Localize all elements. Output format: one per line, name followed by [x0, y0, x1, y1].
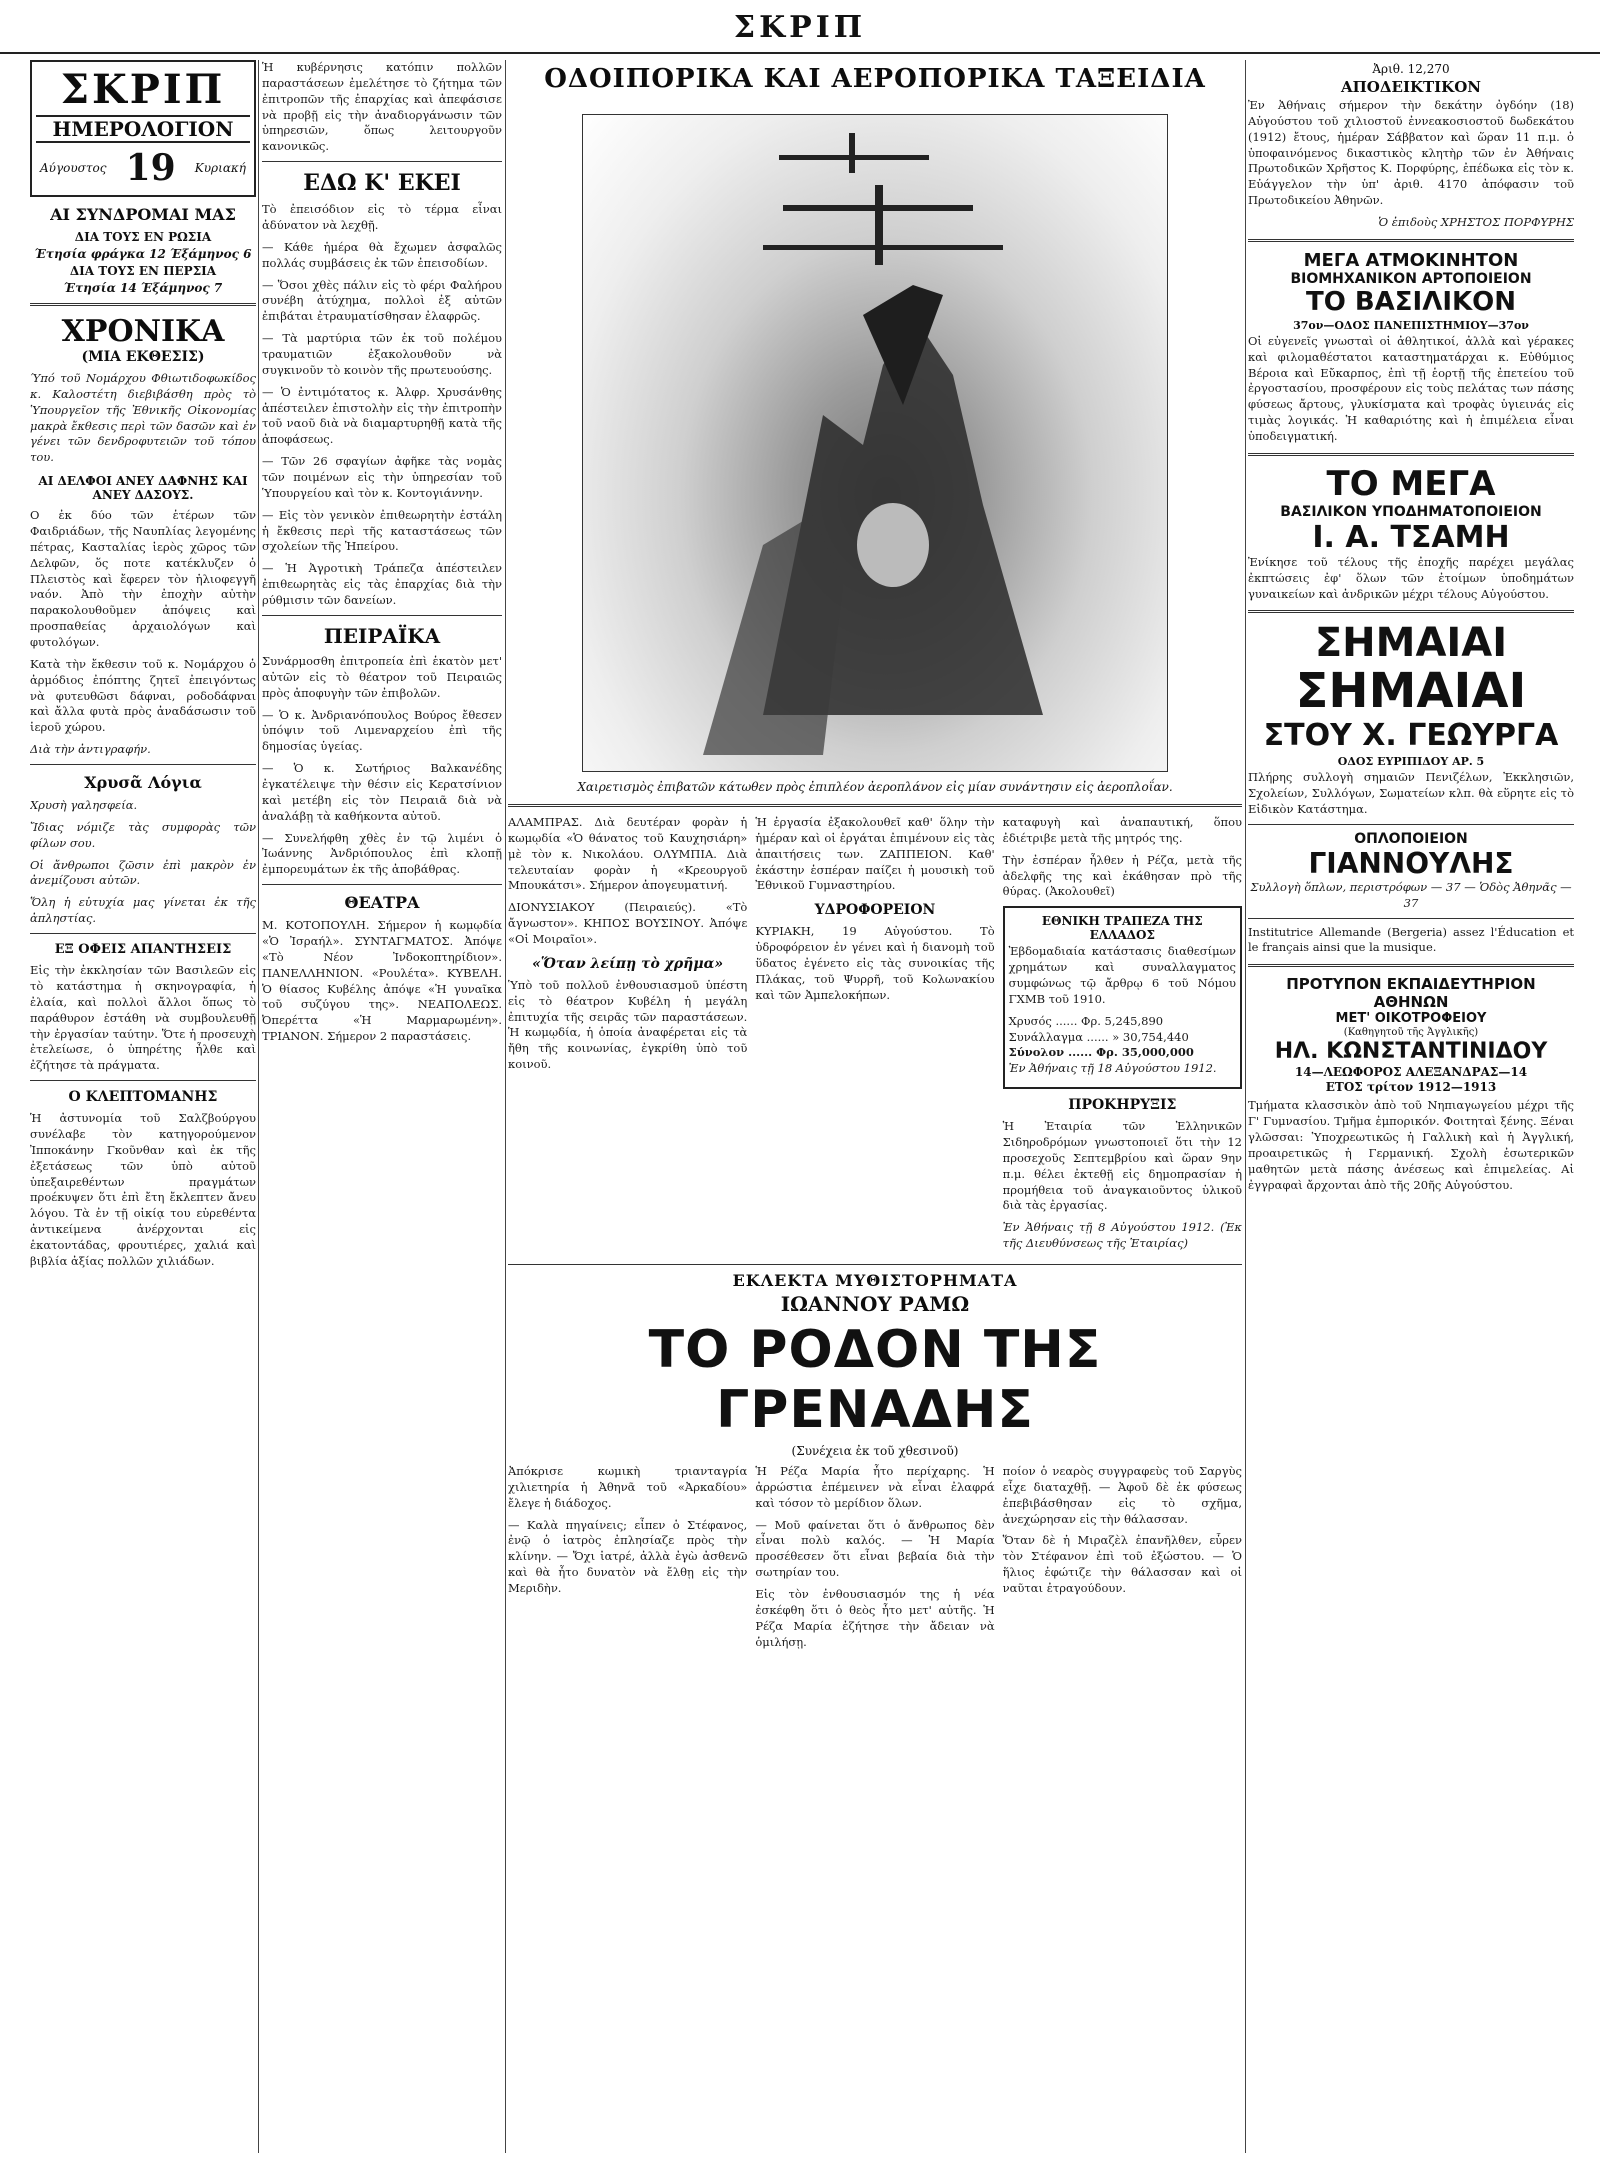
- decree-title: ΑΠΟΔΕΙΚΤΙΚΟΝ: [1341, 78, 1481, 96]
- article-paragraph: Ἡ Ρέζα Μαρία ἦτο περίχαρης. Ἡ ἀρρώστια ἐπέμεινεν νὰ εἶναι ἐλαφρά καὶ τόσον τὸ μερίδιον ὅλων.: [755, 1464, 995, 1510]
- calendar-box: [30, 60, 256, 197]
- bank-date: Ἐν Ἀθήναις τῇ 18 Αὐγούστου 1912.: [1008, 1061, 1217, 1076]
- article-paragraph: — Καλὰ πηγαίνεις; εἶπεν ὁ Στέφανος, ἐνῷ ὁ ἰατρὸς ἐπλησίαζε πρὸς τὴν κλίνην. — Ὄχι ἰατρέ, ἀλλὰ ἐγὼ ἀσθενῶ καὶ θὰ ἦτο δυνατὸν νὰ ἔλθῃ εἰς τὴν Μεριδὴν.: [508, 1517, 748, 1596]
- school-name: ΗΛ. ΚΩΝΣΤΑΝΤΙΝΙΔΟΥ: [1274, 1039, 1548, 1065]
- flags-text: Πλήρης συλλογὴ σημαιῶν Πενιζέλων, Ἐκκλησιῶν, Σχολείων, Συλλόγων, Σωματείων κλπ. θὰ εὕρητε εἰς τὸ Εἰδικὸν Κατάστημα.: [1248, 770, 1574, 816]
- logo: ΣΚΡΙΠ: [60, 66, 226, 113]
- announcement-title: ΠΡΟΚΗΡΥΞΙΣ: [1068, 1097, 1177, 1114]
- news-item: — Ὁ κ. Ἀνδριανόπουλος Βούρος ἔθεσεν ὑπόψιν τοῦ Λιμεναρχείου ἐπὶ τῆς δημοσίας ὑγείας.: [262, 707, 502, 754]
- subcolumn: [1003, 815, 1242, 1258]
- aviation-photo: [582, 114, 1168, 772]
- divider: [508, 1264, 1242, 1265]
- divider: [1248, 610, 1574, 613]
- divider: [508, 804, 1242, 807]
- otan-title: «Ὅταν λείπῃ τὸ χρῆμα»: [532, 955, 724, 972]
- news-item: — Ὁ ἐντιμότατος κ. Ἀλφρ. Χρυσάνθης ἀπέστειλεν ἐπιστολὴν εἰς τὴν ἐπιτροπὴν τοῦ ναοῦ διὰ νὰ διαμαρτυρηθῇ κατὰ τῆς ἀποφάσεως.: [262, 384, 502, 447]
- article-paragraph: καταφυγὴ καὶ ἀναπαυτική, ὅπου ἐδιέτριβε μετὰ τῆς μητρός της.: [1002, 815, 1242, 845]
- news-item: Τὸ ἐπεισόδιον εἰς τὸ τέρμα εἶναι ἀδύνατον νὰ λεχθῇ.: [262, 202, 502, 233]
- decree-signature: Ὁ ἐπιδοὺς ΧΡΗΣΤΟΣ ΠΟΡΦΥΡΗΣ: [1378, 215, 1574, 230]
- article-paragraph: ΔΙΟΝΥΣΙΑΚΟΥ (Πειραιεύς). «Τὸ ἄγνωστον». ΚΗΠΟΣ ΒΟΥΣΙΝΟΥ. Ἀπόψε «Οἱ Μοιραῖοι».: [508, 900, 748, 947]
- divider: [262, 884, 502, 885]
- news-item: — Τῶν 26 σφαγίων ἀφῆκε τὰς νομὰς τῶν ποιμένων εἰς τὴν ὑπηρεσίαν τοῦ Ὑπουργείου καὶ τὸν κ. Κοντογιάννην.: [262, 454, 502, 500]
- school-title: ΠΡΟΤΥΠΟΝ ΕΚΠΑΙΔΕΥΤΗΡΙΟΝ ΑΘΗΝΩΝ: [1286, 975, 1536, 1012]
- subcolumn: [508, 815, 747, 1258]
- gunsmith-title: ΟΠΛΟΠΟΙΕΙΟΝ: [1354, 830, 1468, 847]
- shoe-text: Ἐνίκησε τοῦ τέλους τῆς ἐποχῆς παρέχει μεγάλας ἐκπτώσεις ἐφ' ὅλων τῶν ἐτοίμων ὑποδημάτων γυναικείων καὶ ἀνδρικῶν μέχρι τέλους Αὐγούστου.: [1248, 554, 1574, 601]
- saying: Οἱ ἄνθρωποι ζῶσιν ἐπὶ μακρὸν ἐν ἀνεμίζουσι αὐτῶν.: [30, 857, 256, 888]
- calendar-weekday: Κυριακή: [194, 161, 246, 175]
- column-divider: [258, 60, 259, 2153]
- divider: [1248, 964, 1574, 967]
- flags-shop-name: ΣΤΟΥ Χ. ΓΕΩΥΡΓΑ: [1263, 718, 1559, 754]
- column-1: [30, 60, 256, 2153]
- bakery-address: 37ον—ΟΔΟΣ ΠΑΝΕΠΙΣΤΗΜΙΟΥ—37ον: [1293, 318, 1529, 332]
- hydro-title: ΥΔΡΟΦΟΡΕΙΟΝ: [814, 902, 936, 919]
- serial-continuation: (Συνέχεια ἐκ τοῦ χθεσινοῦ): [791, 1444, 959, 1459]
- serial-author: ΙΩΑΝΝΟΥ ΡΑΜΩ: [780, 1292, 970, 1317]
- institutrice-text: Institutrice Allemande (Bergeria) assez l'Éducation et le français ainsi que la musique.: [1248, 924, 1574, 955]
- divider: [1248, 239, 1574, 242]
- subcolumn: [508, 1464, 747, 1656]
- edo-ekei-title: ΕΔΩ Κ' ΕΚΕΙ: [303, 170, 461, 197]
- bakery-text: Οἱ εὐγενεῖς γνωσταὶ οἱ ἀθλητικοί, ἀλλὰ καὶ γέρακες καὶ φιλομαθέστατοι καταστηματάρχαι κ. Εὐθύμιος Βέροια καὶ Εὔκαρπος, ἐπὶ τῇ ἑορτῇ τῆς ἐπετείου τοῦ ἐργοστασίου, προσφέρουν εἰς τοὺς πελάτας των πάσης φύσεως ἄρτους, γλυκίσματα καὶ τροφὰς ὑγιεινάς εἰς τιμὰς λογικάς. Ἡ καθαριότης καὶ ἡ ἐπιμέλεια εἶναι ὑποδειγματική.: [1248, 333, 1574, 444]
- article-paragraph: ποίον ὁ νεαρὸς συγγραφεὺς τοῦ Σαργὺς εἶχε διαταχθῇ. — Ἀφοῦ δὲ ἐκ φύσεως ἐπεβιβάσθησαν εἰς τὸ σχῆμα, ἀνεχώρησαν εἰς τὴν θάλασσαν.: [1002, 1464, 1242, 1526]
- news-item: — Ἡ Ἀγροτικὴ Τράπεζα ἀπέστειλεν ἐπιθεωρητὰς εἰς τὰς ἐπαρχίας διὰ τὴν ρύθμισιν τῶν δανείων.: [262, 561, 502, 608]
- divider: [1248, 918, 1574, 919]
- article-paragraph: Διὰ τὴν ἀντιγραφήν.: [30, 742, 151, 757]
- school-address: 14—ΛΕΩΦΟΡΟΣ ΑΛΕΞΑΝΔΡΑΣ—14: [1294, 1065, 1528, 1080]
- article-paragraph: ΑΛΑΜΠΡΑΣ. Διὰ δευτέραν φορὰν ἡ κωμῳδία «Ὁ θάνατος τοῦ Καυχησιάρη» μὲ τὸν κ. Νικολάου. ΟΛΥΜΠΙΑ. Διὰ τελευταίαν φορὰν ἡ «Κρεουργοῦ Μπουκάτσι». Σήμερον ἀπογευματινή.: [508, 815, 748, 893]
- page-header: [0, 8, 1600, 54]
- bank-text: Ἐβδομαδιαία κατάστασις διαθεσίμων χρημάτων καὶ συναλλαγματος συμφώνως τῷ ἄρθρῳ 6 τοῦ Νόμου ΓΧΜΒ τοῦ 1910.: [1008, 944, 1236, 1006]
- article-paragraph: Ὅταν δὲ ἡ Μιραζὲλ ἐπανῆλθεν, εὗρεν τὸν Στέφανον ἐπὶ τοῦ ἐξώστου. — Ὁ ἥλιος ἐφώτιζε τὴν θάλασσαν καὶ οἱ ναῦται ἐτραγούδουν.: [1002, 1533, 1242, 1596]
- flags-title-large: ΣΗΜΑΙΑΙ: [1295, 663, 1527, 720]
- divider: [262, 615, 502, 616]
- serial-text-grid: [508, 1464, 1242, 1656]
- bank-figure: Συνάλλαγμα ...... » 30,754,440: [1008, 1029, 1189, 1044]
- travel-feature-title: ΟΔΟΙΠΟΡΙΚΑ ΚΑΙ ΑΕΡΟΠΟΡΙΚΑ ΤΑΞΕΙΔΙΑ: [544, 64, 1206, 94]
- article-paragraph: Ἡ κυβέρνησις κατόπιν πολλῶν παραστάσεων ἐμελέτησε τὸ ζήτημα τῶν ἐπιτροπῶν τῆς ἐπαρχίας καὶ ἀπεφάσισε νὰ προβῇ εἰς τὴν ἀναδιοργάνωσιν τῶν ὑπηρεσιῶν, ὅπως λειτουργοῦν κανονικῶς.: [262, 60, 502, 154]
- gunsmith-name: ΓΙΑΝΝΟΥΛΗΣ: [1308, 846, 1514, 880]
- divider: [262, 161, 502, 162]
- divider: [30, 933, 256, 934]
- article-paragraph: Κατὰ τὴν ἔκθεσιν τοῦ κ. Νομάρχου ὁ ἀρμόδιος ἐπόπτης ζητεῖ ἐπειγόντως νὰ φυτευθῶσι δάφναι, ροδοδάφναι καὶ ἄλλα φυτὰ πρὸς ἀναδάσωσιν τοῦ ἱεροῦ χώρου.: [30, 656, 256, 735]
- chronika-subtitle: (ΜΙΑ ΕΚΘΕΣΙΣ): [81, 349, 205, 365]
- answers-title: ΕΞ ΟΦΕΙΣ ΑΠΑΝΤΗΣΕΙΣ: [54, 942, 232, 958]
- flags-address: ΟΔΟΣ ΕΥΡΙΠΙΔΟΥ ΑΡ. 5: [1337, 755, 1485, 769]
- news-item: — Εἰς τὸν γενικὸν ἐπιθεωρητὴν ἐστάλη ἡ ἔκθεσις περὶ τῆς καταστάσεως τῶν σχολείων τῆς Ἠπείρου.: [262, 507, 502, 554]
- subcolumn: [1003, 1464, 1242, 1656]
- divider: [30, 1080, 256, 1081]
- article-paragraph: Ὑπὸ τοῦ πολλοῦ ἐνθουσιασμοῦ ὑπέστη εἰς τὸ θέατρον Κυβέλη ἡ μεγάλη ἐπιτυχία τῆς σειρᾶς τῶν παραστάσεων. Ἡ κωμῳδία, ἡ ὁποία ἀναφέρεται εἰς τὰ ἤθη τῆς κοινωνίας, ἐγκρίθη ὑπὸ τοῦ κοινοῦ.: [508, 977, 748, 1072]
- calendar-day: 19: [125, 147, 176, 189]
- article-paragraph: ΚΥΡΙΑΚΗ, 19 Αὐγούστου. Τὸ ὑδροφόρειον ἐν γένει καὶ ἡ διανομὴ τοῦ ὕδατος ἐγένετο εἰς τὰς συνοικίας τῆς Πλάκας, τοῦ Ψυρρῆ, τοῦ Κολωνακίου καὶ τῶν Ἀμπελοκήπων.: [755, 924, 995, 1002]
- serial-title: ΤΟ ΡΟΔΟΝ ΤΗΣ ΓΡΕΝΑΔΗΣ: [648, 1320, 1102, 1441]
- subscriptions-line: ΔΙΑ ΤΟΥΣ ΕΝ ΠΕΡΣΙΑ: [69, 264, 217, 278]
- saying: Ὅλη ἡ εὐτυχία μας γίνεται ἐκ τῆς ἀπληστίας.: [30, 895, 256, 926]
- column-divider: [1245, 60, 1246, 2153]
- gunsmith-text: Συλλογὴ ὅπλων, περιστρόφων — 37 — Ὁδὸς Ἀθηνᾶς — 37: [1250, 879, 1572, 910]
- school-year: ΕΤΟΣ τρίτον 1912—1913: [1325, 1080, 1497, 1095]
- masthead-title: ΣΚΡΙΠ: [733, 10, 867, 45]
- article-paragraph: Ἡ ἐργασία ἐξακολουθεῖ καθ' ὅλην τὴν ἡμέραν καὶ οἱ ἐργάται ἐπιμένουν εἰς τὰς ἀπαιτήσεις των. ΖΑΠΠΕΙΟΝ. Καθ' ἑκάστην ἑσπέραν παίζει ἡ μουσικὴ τοῦ Ἐθνικοῦ Γυμναστηρίου.: [755, 815, 995, 893]
- decree-text: Ἐν Ἀθήναις σήμερον τὴν δεκάτην ὀγδόην (18) Αὐγούστου τοῦ χιλιοστοῦ ἐννεακοσιοστοῦ δωδεκάτου (1912) ἔτους, ἡμέραν Σάββατον καὶ ὥραν 11 π.μ. ὁ ὑποφαινόμενος δικαστικὸς κλητὴρ τῶν ἐν Ἀθήναις Πρωτοδικῶν Χρῆστος Κ. Πορφύρης, ἐπέδωκα εἰς τὸν κ. Εὐάγγελον τὴν ὑπ' ἀριθ. 4170 ἀπόφασιν τοῦ Πρωτοδικείου Ἀθηνῶν.: [1248, 98, 1574, 208]
- serial-banner: ΕΚΛΕΚΤΑ ΜΥΘΙΣΤΟΡΗΜΑΤΑ: [732, 1271, 1018, 1291]
- news-item: — Συνελήφθη χθὲς ἐν τῷ λιμένι ὁ Ἰωάννης Ἀνδριόπουλος ἐπὶ κλοπῇ ἐμπορευμάτων ἐκ τῆς ἀποβάθρας.: [262, 830, 502, 877]
- bank-notice: [1003, 906, 1242, 1089]
- subscriptions-line: Έτησία 14 Έξάμηνος 7: [63, 281, 223, 295]
- article-paragraph: Ύπό τοῦ Νομάρχου Φθιωτιδοφωκίδος κ. Καλοστέτη διεβιβάσθη πρὸς τὸ Ὑπουργεῖον τῆς Ἐθνικῆς Οἰκονομίας μακρὰ ἔκθεσις περὶ τῶν δασῶν καὶ ἐν γένει τῶν δενδροφυτειῶν τοῦ τόπου του.: [30, 371, 256, 465]
- news-item: — Ὅσοι χθὲς πάλιν εἰς τὸ φέρι Φαλήρου συνέβη ἀτύχημα, πολλοὶ ἐξ αὐτῶν ἐπιβάται ἐτραυματίσθησαν ἐλαφρῶς.: [262, 277, 502, 324]
- subscriptions-line: ΔΙΑ ΤΟΥΣ ΕΝ ΡΩΣΙΑ: [74, 230, 212, 244]
- subcolumn: [755, 815, 994, 1258]
- kleptomaniac-title: Ο ΚΛΕΠΤΟΜΑΝΗΣ: [68, 1089, 218, 1106]
- article-paragraph: Ἡ Ἑταιρία τῶν Ἑλληνικῶν Σιδηροδρόμων γνωστοποιεῖ ὅτι τὴν 12 προσεχοῦς Σεπτεμβρίου καὶ ὥραν 9ην π.μ. θέλει ἐκτεθῇ εἰς δημοπρασίαν ἡ προμήθεια τοῦ ἀναγκαιοῦντος ὑλικοῦ διὰ τὰς ἐργασίας.: [1002, 1119, 1242, 1213]
- column-3: [508, 60, 1242, 2153]
- article-paragraph: — Μοῦ φαίνεται ὅτι ὁ ἄνθρωπος δὲν εἶναι πολὺ καλός. — Ἡ Μαρία προσέθεσεν ὅτι εἶναι βεβαία διὰ τὴν σωτηρίαν του.: [755, 1517, 995, 1580]
- article-subheading: ΑΙ ΔΕΛΦΟΙ ΑΝΕΥ ΔΑΦΝΗΣ ΚΑΙ ΑΝΕΥ ΔΑΣΟΥΣ.: [38, 474, 248, 503]
- school-subtitle: ΜΕΤ' ΟΙΚΟΤΡΟΦΕΙΟΥ: [1335, 1011, 1487, 1027]
- news-item: — Κάθε ἡμέρα θὰ ἔχωμεν ἀσφαλῶς πολλάς συμβάσεις ἐκ τῶν ἐπεισοδίων.: [262, 239, 502, 270]
- peiraika-title: ΠΕΙΡΑΪΚΑ: [323, 623, 441, 648]
- shoe-subtitle: ΒΑΣΙΛΙΚΟΝ ΥΠΟΔΗΜΑΤΟΠΟΙΕΙΟΝ: [1280, 503, 1542, 520]
- divider: [1248, 824, 1574, 825]
- bank-figure: Χρυσός ...... Φρ. 5,245,890: [1008, 1013, 1164, 1028]
- subcolumn: [755, 1464, 994, 1656]
- bank-title: ΕΘΝΙΚΗ ΤΡΑΠΕΖΑ ΤΗΣ ΕΛΛΑΔΟΣ: [1041, 914, 1203, 943]
- column-4: [1248, 60, 1574, 2153]
- article-paragraph: Εἰς τὴν ἐκκλησίαν τῶν Βασιλεῶν εἰς τὸ κατάστημα ἡ σκηνογραφία, ἡ ἐλαία, καὶ πολλοὶ ἄλλοι ὅπως τὸ παράθυρον ἐστάθη νὰ συμβουλευθῇ τὴν ἐργασίαν ταύτην. Ὅτε ἡ προσευχὴ ἐτελείωσε, ὁ ὑπηρέτης ἦλθε καὶ ἐζήτησε τὰ πράγματα.: [30, 963, 256, 1073]
- divider: [30, 764, 256, 765]
- article-paragraph: Ἡ ἀστυνομία τοῦ Σαλζβούργου συνέλαβε τὸν κατηγορούμενον Ἰπποκάνην Γκοῦνθαν καὶ ἐκ τῆς ἐξετάσεως τῶν ὑπὸ αὐτοῦ ὑπεξαιρεθέντων πραγμάτων προέκυψεν ὅτι ἐπὶ ἔτη ἔκλεπτεν ἄνευ λόγου. Τὰ ἐν τῇ οἰκίᾳ του εὑρεθέντα ἀντικείμενα ἀνέρχονται εἰς ἑκατοντάδας, φρουτιέρες, χαλιά καὶ βιβλία ἀξίας πολλῶν χιλιάδων.: [30, 1111, 256, 1268]
- subscriptions-title: ΑΙ ΣΥΝΔΡΟΜΑΙ ΜΑΣ: [50, 205, 236, 224]
- shoe-title: ΤΟ ΜΕΓΑ: [1326, 463, 1496, 504]
- announcement-date: Ἐν Ἀθήναις τῇ 8 Αὐγούστου 1912. (Ἐκ τῆς Διευθύνσεως τῆς Ἑταιρίας): [1002, 1220, 1242, 1251]
- subscriptions-line: Έτησία φράγκα 12 Έξάμηνος 6: [34, 247, 252, 261]
- school-text: Τμήματα κλασσικὸν ἀπὸ τοῦ Νηπιαγωγείου μέχρι τῆς Γ' Γυμνασίου. Τμῆμα ἐμπορικόν. Φοιτηταὶ ξένης. Ξέναι γλῶσσαι: Ὑποχρεωτικῶς ἡ Γαλλικὴ καὶ ἡ Ἀγγλική, προαιρετικῶς ἡ Γερμανική. Σχολὴ ἐσωτερικῶν μαθητῶν μετὰ πάσης ἀνέσεως καὶ ἐπιμελείας. Αἱ ἐγγραφαὶ ἄρχονται ἀπὸ τῆς 20ῆς Αὐγούστου.: [1248, 1098, 1574, 1192]
- saying: Χρυσὴ γαλησφεία.: [30, 798, 138, 813]
- article-paragraph: Ἀπόκρισε κωμικὴ τριανταγρία χιλιετηρία ἡ Ἀθηνᾶ τοῦ «Ἀρκαδίου» ἔλεγε ἡ διάδοχος.: [508, 1464, 748, 1510]
- column-divider: [505, 60, 506, 2153]
- theatres-title: ΘΕΑΤΡΑ: [344, 893, 420, 913]
- bank-figure: Σύνολον ...... Φρ. 35,000,000: [1008, 1045, 1194, 1060]
- news-item: Συνάρμοσθη ἐπιτροπεία ἐπὶ ἑκατὸν μετ' αὐτῶν εἰς τὸ θέατρον τοῦ Πειραιῶς πρὸς ἀποφυγὴν τῶν ἐπιβολῶν.: [262, 653, 502, 700]
- article-paragraph: Ο ἐκ δύο τῶν ἑτέρων τῶν Φαιδριάδων, τῆς Ναυπλίας λεγομένης πέτρας, Κασταλίας ἱερὸς χῶρος τῶν Δελφῶν, ὅς ποτε κατέκλυζεν ὁ Πλειστὸς καὶ ἔφερεν τὸν ἡλιοφεγγῆ ναόν. Ἀπὸ τὴν ἐποχὴν αὐτὴν παρακολουθοῦμεν ἀπόψεις καὶ προσπαθείας ἀρχαιολόγων καὶ φυτολόγων.: [30, 508, 256, 650]
- bakery-title: ΜΕΓΑ ΑΤΜΟΚΙΝΗΤΟΝ: [1303, 249, 1519, 271]
- chronika-title: ΧΡΟΝΙΚΑ: [61, 314, 225, 349]
- bakery-subtitle: ΒΙΟΜΗΧΑΝΙΚΟΝ ΑΡΤΟΠΟΙΕΙΟΝ: [1290, 270, 1532, 287]
- column-2: [262, 60, 502, 2153]
- news-item: — Ὁ κ. Σωτήριος Βαλκανέδης ἐγκατέλειψε τὴν θέσιν εἰς Κερατσίνιον καὶ μετέβη εἰς τὸν Πειραιᾶ διὰ νὰ ἀναλάβῃ τὰ καθήκοντα αὐτοῦ.: [262, 761, 502, 823]
- article-paragraph: Μ. ΚΟΤΟΠΟΥΛΗ. Σήμερον ἡ κωμῳδία «Ὁ Ἰσραήλ». ΣΥΝΤΑΓΜΑΤΟΣ. Ἀπόψε «Τὸ Νέον Ἰνδοκοπτηρίδιον». ΠΑΝΕΛΛΗΝΙΟΝ. «Ρουλέτα». ΚΥΒΕΛΗ. Ὁ θίασος Κυβέλης ἀπόψε «Ἡ γυναῖκα τοῦ συζύγου της». ΝΕΑΠΟΛΕΩΣ. Ὀπερέττα «Ἡ Μαρμαρωμένη». ΤΡΙΑΝΟΝ. Σήμερον 2 παραστάσεις.: [262, 918, 502, 1044]
- photo-illustration: [583, 115, 1169, 773]
- divider: [30, 303, 256, 306]
- decree-number: Ἀριθ. 12,270: [1372, 62, 1450, 76]
- news-item: — Τὰ μαρτύρια τῶν ἐκ τοῦ πολέμου τραυματιῶν ἐξακολουθοῦν νὰ συγκινοῦν τὸ κοινὸν τῆς πρωτευούσης.: [262, 331, 502, 377]
- flags-title: ΣΗΜΑΙΑΙ: [1314, 620, 1508, 667]
- photo-caption: Χαιρετισμὸς ἐπιβατῶν κάτωθεν πρὸς ἐπιπλέον ἀεροπλάνον εἰς μίαν συνάντησιν εἰς ἀεροπλοΐαν.: [577, 780, 1173, 794]
- article-paragraph: Τὴν ἐσπέραν ἦλθεν ἡ Ρέζα, μετὰ τῆς ἀδελφῆς της καὶ ἐκάθησαν πρὸ τῆς θύρας. (Ἀκολουθεῖ): [1002, 852, 1242, 899]
- calendar-month: Αύγουστος: [40, 161, 107, 175]
- school-note: (Καθηγητοῦ τῆς Ἀγγλικῆς): [1343, 1027, 1479, 1039]
- lower-news-grid: [508, 815, 1242, 1258]
- divider: [1248, 453, 1574, 456]
- shoe-name: Ι. Α. ΤΣΑΜΗ: [1312, 519, 1510, 555]
- gold-words-title: Χρυσᾶ Λόγια: [84, 773, 202, 793]
- calendar-title: ΗΜΕΡΟΛΟΓΙΟΝ: [36, 115, 250, 143]
- saying: Ἴδιας νόμιζε τὰς συμφορὰς τῶν φίλων σου.: [30, 819, 256, 850]
- article-paragraph: Εἰς τὸν ἐνθουσιασμόν της ἡ νέα ἐσκέφθη ὅτι ὁ θεὸς ἦτο μετ' αὐτῆς. Ἡ Ρέζα Μαρία ἐζήτησε τὴν ἄδειαν νὰ ὁμιλήσῃ.: [755, 1587, 995, 1649]
- bakery-name: ΤΟ ΒΑΣΙΛΙΚΟΝ: [1305, 286, 1517, 317]
